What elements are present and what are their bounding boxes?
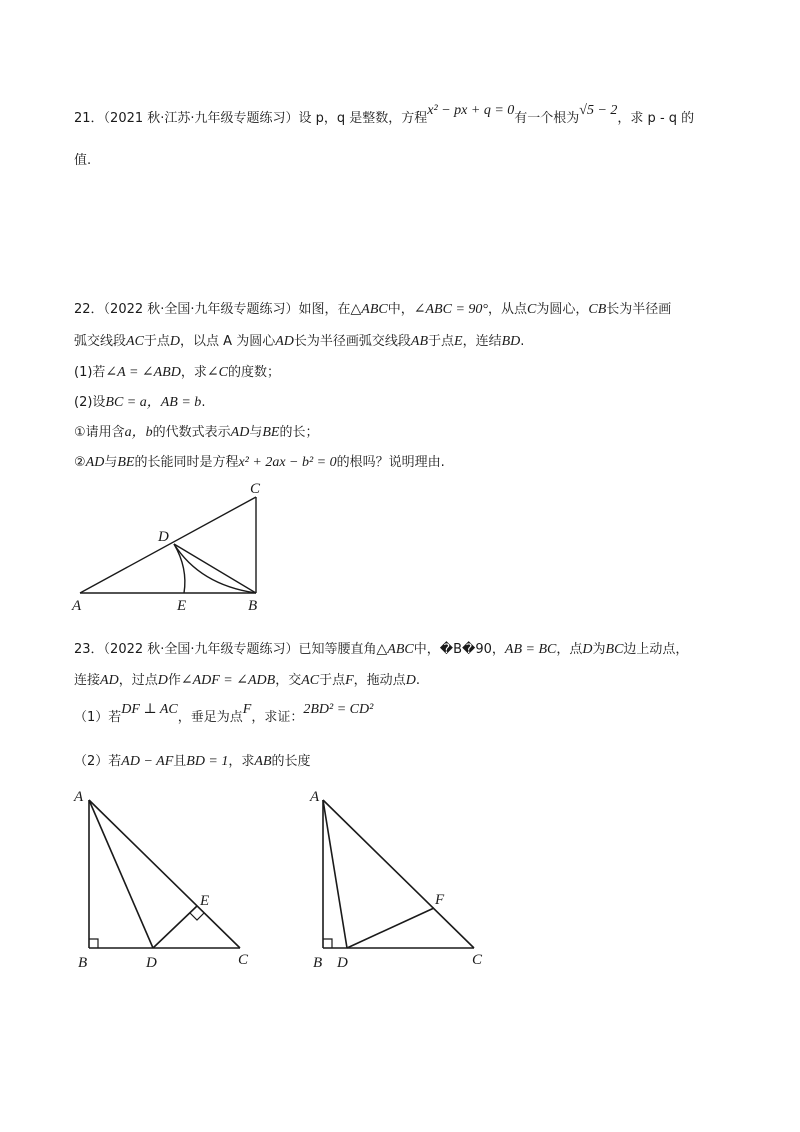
q22-text: 长为半径画弧交线段 bbox=[293, 334, 411, 349]
q22-math: △ABC bbox=[350, 302, 388, 317]
q22-text: 为圆心， bbox=[536, 302, 589, 317]
q22-math: x² + 2ax − b² = 0 bbox=[238, 455, 337, 470]
q23-fig1-label-E: E bbox=[200, 893, 210, 909]
q22-label-E: E bbox=[177, 598, 187, 614]
q23-fig2-AD bbox=[323, 800, 347, 948]
q23-fig2-label-D: D bbox=[337, 955, 348, 971]
q22-text: ，从点 bbox=[487, 302, 527, 317]
q23-fig1-right-angle-B bbox=[89, 939, 98, 948]
q23-math: F bbox=[242, 702, 252, 717]
q22-text: 的代数式表示 bbox=[152, 425, 231, 440]
q23-fig2-right-angle-B bbox=[323, 939, 332, 948]
q22-math: ∠C bbox=[206, 365, 228, 380]
q23-fig2-label-B: B bbox=[313, 955, 323, 971]
q21-equation: x² − px + q = 0 bbox=[427, 103, 515, 118]
q22-text: 22．（2022 秋·全国·九年级专题练习）如图，在 bbox=[74, 302, 351, 317]
q23-text: （1）若 bbox=[74, 710, 122, 725]
q23-text: ，点 bbox=[556, 642, 583, 657]
q23-fig1-DE bbox=[153, 906, 197, 948]
q22-text: . bbox=[520, 334, 525, 349]
q23-math: △ABC bbox=[376, 642, 414, 657]
q22-text: 于点 bbox=[143, 334, 170, 349]
q22-math: AD bbox=[230, 425, 250, 440]
q22-math: AD bbox=[275, 334, 294, 349]
q23-fig1-label-A: A bbox=[74, 789, 84, 805]
q22-math: a，b bbox=[124, 425, 153, 440]
q23-math: AB bbox=[254, 754, 272, 769]
q23-math: AD bbox=[100, 673, 119, 688]
q23-text: 的长度 bbox=[271, 754, 311, 769]
q23-math: BC bbox=[605, 642, 624, 657]
q23-math: BD = 1 bbox=[186, 754, 229, 769]
q22-text: 的长能同时是方程 bbox=[134, 455, 239, 470]
q23-fig1-label-B: B bbox=[78, 955, 88, 971]
q23-text: ，拖动点 bbox=[353, 673, 406, 688]
q22-math: BC = a，AB = b bbox=[105, 395, 202, 410]
q22-math: ∠A = ∠ABD bbox=[105, 365, 181, 380]
q23-math: D bbox=[157, 673, 168, 688]
q23-text: ，求证： bbox=[251, 710, 304, 725]
q23-math: AC bbox=[301, 673, 320, 688]
q23-math: AD − AF bbox=[121, 754, 174, 769]
q22-text: 的度数； bbox=[227, 365, 280, 380]
q23-text: ，垂足为点 bbox=[177, 710, 243, 725]
q22-math: CB bbox=[588, 302, 607, 317]
q21-root: √5 − 2 bbox=[579, 103, 618, 118]
q23-garbled-text: �B�90 bbox=[439, 642, 492, 657]
q22-text: ② bbox=[74, 455, 86, 470]
q22-label-A: A bbox=[72, 598, 82, 614]
q22-label-C: C bbox=[250, 481, 261, 497]
q23-text: 连接 bbox=[74, 673, 101, 688]
q22-math: C bbox=[527, 302, 537, 317]
q21-text-mid: 有一个根为 bbox=[514, 111, 580, 126]
q23-math: DF ⊥ AC bbox=[121, 702, 178, 717]
q23-text: 于点 bbox=[319, 673, 346, 688]
q22-math: BD bbox=[501, 334, 521, 349]
q23-text: 23．（2022 秋·全国·九年级专题练习）已知等腰直角 bbox=[74, 642, 377, 657]
q22-math: BE bbox=[262, 425, 280, 440]
q22-text: (1)若 bbox=[74, 365, 106, 380]
q23-fig2-DF bbox=[347, 908, 434, 948]
q22-text: 长为半径画 bbox=[606, 302, 672, 317]
q23-text: 作 bbox=[167, 673, 181, 688]
q23-text: ，过点 bbox=[118, 673, 158, 688]
q22-text: 于点 bbox=[428, 334, 455, 349]
q23-text: . bbox=[415, 673, 420, 688]
q23-math: AB = BC bbox=[504, 642, 557, 657]
q21-text-suffix: ，求 p - q 的 bbox=[617, 111, 695, 126]
q23-math: D bbox=[405, 673, 416, 688]
q22-text: ，连结 bbox=[462, 334, 502, 349]
q23-text: 为 bbox=[592, 642, 606, 657]
q23-text: 且 bbox=[173, 754, 187, 769]
q22-math: E bbox=[454, 334, 463, 349]
q22-text: . bbox=[201, 395, 206, 410]
q22-math: BE bbox=[117, 455, 135, 470]
q23-text: ， bbox=[491, 642, 505, 657]
q22-math: AC bbox=[126, 334, 144, 349]
q23-text: 边上动点， bbox=[623, 642, 689, 657]
q23-text: ，交 bbox=[275, 673, 302, 688]
q22-math: AB bbox=[410, 334, 429, 349]
q23-math: 2BD² = CD² bbox=[303, 702, 374, 717]
q23-fig1-label-C: C bbox=[238, 952, 249, 968]
q23-fig1-AC bbox=[89, 800, 240, 948]
q22-text: ，以点 A 为圆心 bbox=[180, 334, 276, 349]
q23-math: D bbox=[582, 642, 593, 657]
q23-text: 中， bbox=[413, 642, 440, 657]
q22-text: (2)设 bbox=[74, 395, 106, 410]
q22-text: ①请用含 bbox=[74, 425, 125, 440]
q23-fig1-AD bbox=[89, 800, 153, 948]
q22-text: 与 bbox=[249, 425, 263, 440]
q23-fig2-label-F: F bbox=[435, 892, 445, 908]
q22-math: ∠ABC = 90° bbox=[413, 302, 488, 317]
q22-math: AD bbox=[85, 455, 105, 470]
q23-text: （2）若 bbox=[74, 754, 122, 769]
q22-math: D bbox=[169, 334, 181, 349]
q22-text: 的长； bbox=[279, 425, 319, 440]
q23-fig2-label-C: C bbox=[472, 952, 483, 968]
q22-text: 弧交线段 bbox=[74, 334, 127, 349]
q23-text: ，求 bbox=[228, 754, 255, 769]
q22-text: ，求 bbox=[180, 365, 207, 380]
q22-text: 中， bbox=[387, 302, 414, 317]
q23-fig1-right-angle-E bbox=[190, 913, 204, 920]
q23-fig2-AC bbox=[323, 800, 474, 948]
q22-label-B: B bbox=[248, 598, 258, 614]
q23-math: ∠ADF = ∠ADB bbox=[180, 673, 276, 688]
q23-fig2-label-A: A bbox=[310, 789, 320, 805]
q23-fig1-label-D: D bbox=[146, 955, 157, 971]
q22-text: 的根吗？说明理由. bbox=[336, 455, 445, 470]
q22-text: 与 bbox=[104, 455, 118, 470]
q21-line2: 值. bbox=[74, 153, 92, 168]
q21-text: 21．（2021 秋·江苏·九年级专题练习）设 p，q 是整数，方程 bbox=[74, 111, 428, 126]
q22-label-D: D bbox=[158, 529, 169, 545]
q23-math: F bbox=[345, 673, 354, 688]
